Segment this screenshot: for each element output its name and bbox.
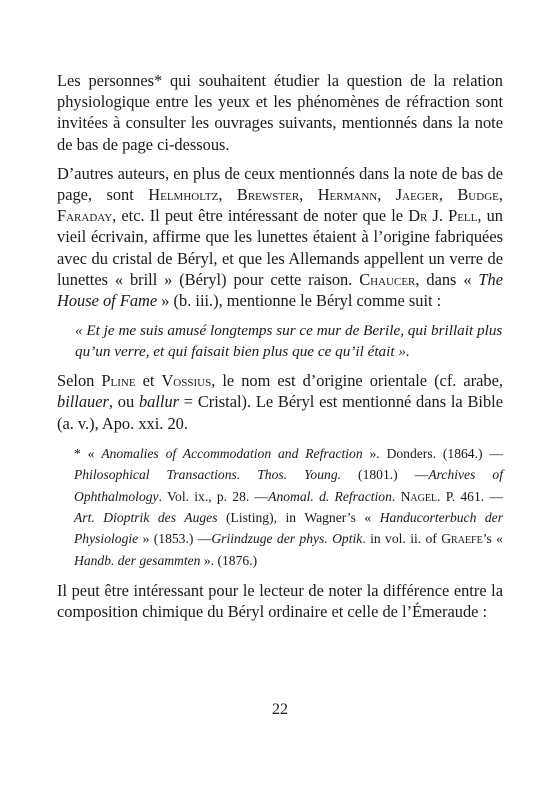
word-ballur: ballur: [138, 392, 180, 412]
text-run: et: [135, 371, 162, 391]
block-quote: [57, 320, 503, 362]
page-content: [57, 70, 503, 623]
text-run: » (1853.) —: [138, 531, 212, 547]
text-run: Selon: [57, 371, 102, 391]
text-run: ,: [377, 185, 396, 205]
author-pell: J. Pell: [432, 206, 478, 226]
text-run: , un vieil écrivain, affirme que les lunettes étaient à l’origine fabriquées avec du cristal de Béryl, et que les Allemands appellent un verre de lunettes « brill » (Béryl) pour cette raison.: [57, 206, 503, 289]
ref-title: Anomalies of Accommodation and Refraction: [101, 445, 363, 461]
paragraph-intro-text: Les personnes* qui souhaitent étudier la question de la relation physiologique entre les yeux et les phénomènes de réfraction sont invitées à consulter les ouvrages suivants, mentionnés dans la note de bas de page ci-dessous.: [57, 71, 503, 154]
text-run: * «: [74, 445, 102, 461]
word-billauer: billauer: [57, 392, 109, 412]
author-brewster: Brewster: [236, 185, 300, 205]
footnote: [57, 443, 503, 571]
work-title-house-of-fame: The House of Fame: [57, 269, 503, 311]
block-quote-text: « Et je me suis amusé longtemps sur ce mur de Berile, qui brillait plus qu’un verre, et qui faisait bien plus que ce qu’il était ».: [75, 322, 503, 361]
paragraph-intro: [57, 70, 503, 155]
text-run: .: [391, 488, 401, 504]
author-faraday: Faraday: [57, 206, 113, 226]
text-run: ,: [498, 185, 503, 205]
author-graefe: Graefe: [441, 531, 483, 547]
author-helmholtz: Helmholtz: [148, 185, 219, 205]
author-pline: Pline: [101, 371, 136, 391]
text-run: , etc. Il peut être intéressant de noter que le: [112, 206, 409, 226]
ref-title: Archives of Ophthalmology: [74, 467, 503, 504]
ref-title: Handb. der gesammten: [74, 552, 201, 568]
text-run: . Vol. ix., p. 28. —: [158, 488, 269, 504]
text-run: ’s «: [482, 531, 503, 547]
text-run: ,: [299, 185, 318, 205]
text-run: . in vol. ii. of: [362, 531, 442, 547]
page-number: 22: [272, 701, 288, 718]
text-run: ». (1876.): [200, 552, 258, 568]
text-run: , le nom est d’origine orientale (cf. arabe,: [211, 371, 503, 391]
author-vossius: Vossius: [161, 371, 212, 391]
title-dr: Dr: [408, 206, 428, 226]
ref-title: Philosophical Transactions. Thos. Young.: [74, 467, 342, 483]
author-hermann: Hermann: [317, 185, 378, 205]
text-run: D’autres auteurs, en plus de ceux mentionnés dans la note de bas de page, sont: [57, 163, 503, 205]
ref-title: Griindzuge der phys. Optik: [211, 531, 363, 547]
text-run: , ou: [108, 392, 139, 412]
paragraph-other-authors: [57, 163, 503, 311]
paragraph-composition: [57, 580, 503, 622]
paragraph-composition-text: Il peut être intéressant pour le lecteur de noter la différence entre la composition chimique du Béryl ordinaire et celle de l’Émeraude :: [57, 581, 503, 622]
text-run: (1801.) —: [341, 467, 429, 483]
text-run: = Cristal). Le Béryl est mentionné dans la Bible (a. v.), Apo. xxi. 20.: [57, 392, 503, 433]
text-run: . P. 461. —: [437, 488, 504, 504]
paragraph-etymology: [57, 370, 503, 434]
author-chaucer: Chaucer: [359, 269, 416, 289]
ref-title: Art. Dioptrik des Auges: [74, 510, 218, 526]
text-run: » (b. iii.), mentionne le Béryl comme suit :: [157, 291, 442, 311]
text-run: ». Donders. (1864.) —: [362, 445, 503, 461]
text-run: ,: [218, 185, 237, 205]
text-run: ,: [438, 185, 458, 205]
author-nagel: Nagel: [400, 488, 438, 504]
author-jaeger: Jaeger: [395, 185, 439, 205]
ref-title: Anomal. d. Refraction: [268, 488, 392, 504]
author-budge: Budge: [457, 185, 499, 205]
text-run: , dans «: [415, 269, 479, 289]
text-run: (Listing), in Wagner’s «: [217, 510, 380, 526]
ref-title: Handucorterbuch der Physiologie: [74, 510, 504, 547]
